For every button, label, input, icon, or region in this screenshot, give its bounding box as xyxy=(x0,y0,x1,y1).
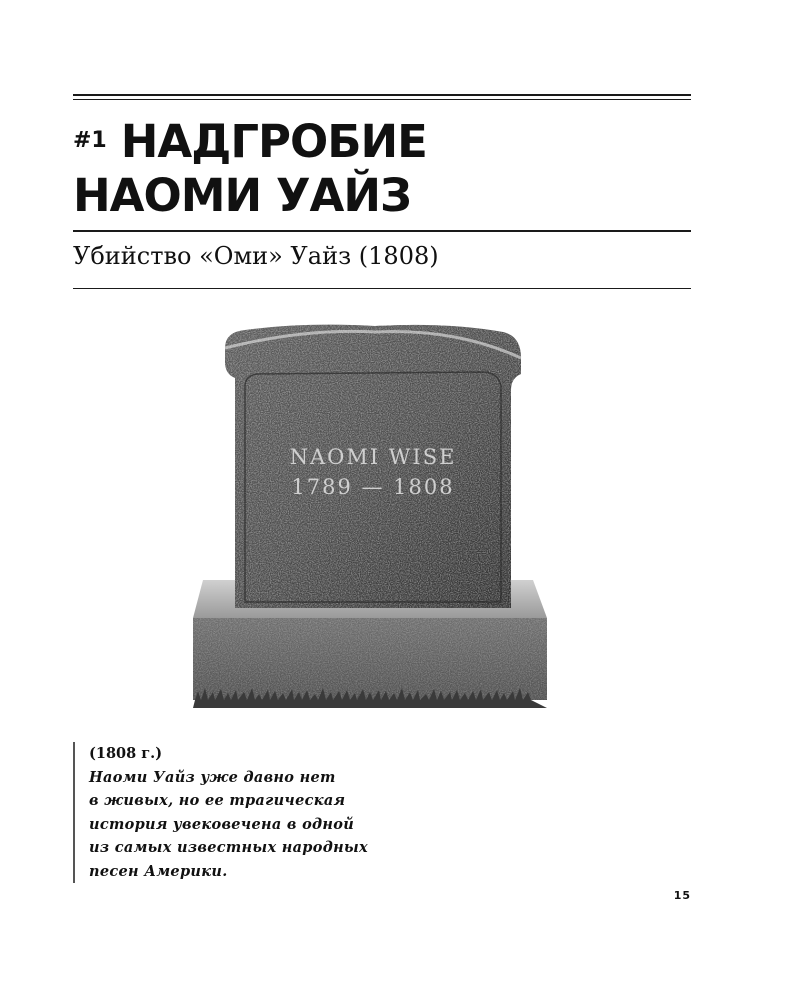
caption-year: (1808 г.) xyxy=(89,745,163,762)
top-rule-thin xyxy=(73,99,691,100)
chapter-title xyxy=(73,114,427,223)
title-text-1: НАДГРОБИЕ xyxy=(120,115,427,168)
chapter-subtitle: Убийство «Оми» Уайз (1808) xyxy=(73,242,439,270)
caption-line-3: история увековечена в одной xyxy=(89,815,355,833)
gravestone-upright xyxy=(225,325,521,608)
page-number: 15 xyxy=(673,889,691,902)
caption-line-2: в живых, но ее трагическая xyxy=(89,792,346,809)
inscription-dates: 1789 — 1808 xyxy=(291,475,455,499)
title-line-1 xyxy=(73,114,427,169)
gravestone-photo xyxy=(185,318,565,716)
caption-line-5: песен Америки. xyxy=(89,862,228,880)
photo-caption xyxy=(73,742,419,883)
caption-line-1: Наоми Уайз уже давно нет xyxy=(89,768,336,786)
inscription-name: NAOMI WISE xyxy=(289,445,457,469)
top-rule xyxy=(73,94,691,96)
subtitle-divider xyxy=(73,288,691,289)
title-line-2: НАОМИ УАЙЗ xyxy=(73,169,412,222)
caption-line-4: из самых известных народных xyxy=(89,839,368,856)
chapter-number: #1 xyxy=(73,128,107,153)
title-divider xyxy=(73,230,691,232)
